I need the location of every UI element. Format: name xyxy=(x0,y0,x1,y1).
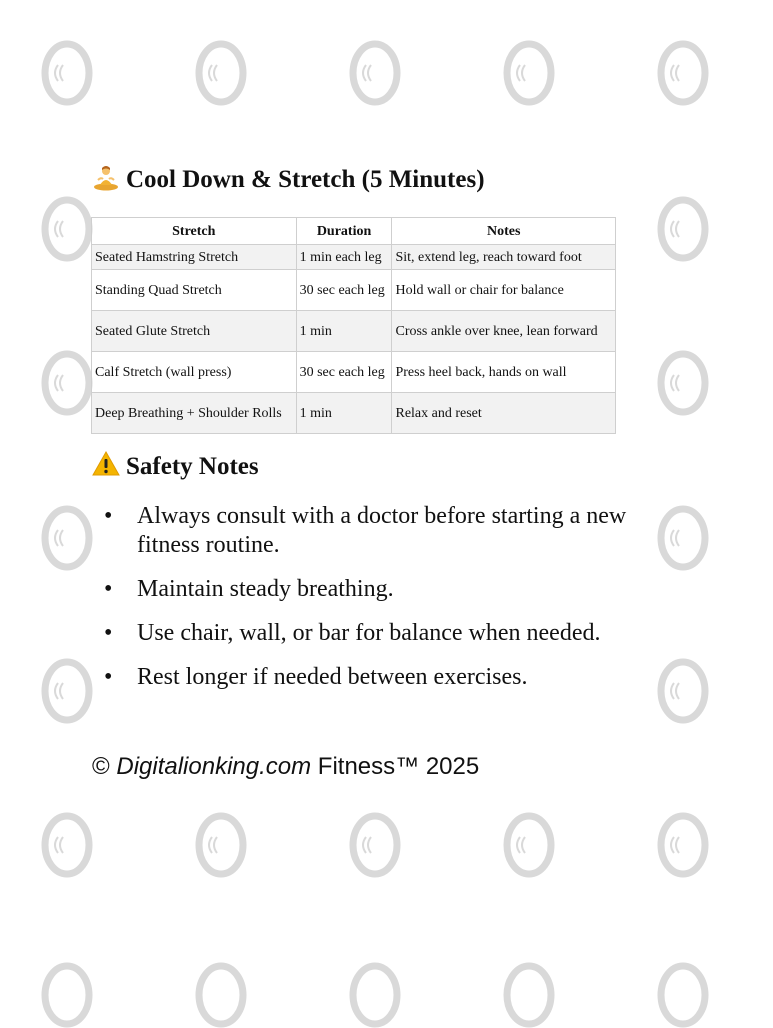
safety-notes-list xyxy=(104,502,674,707)
footer-brand-year: Fitness™ 2025 xyxy=(317,753,480,780)
safety-heading xyxy=(92,450,259,481)
table-cell: 1 min each leg xyxy=(296,245,392,270)
list-item-text: Rest longer if needed between exercises. xyxy=(137,664,528,690)
cooldown-heading xyxy=(92,163,485,194)
table-cell: 1 min xyxy=(296,311,392,352)
copyright-footer xyxy=(92,753,479,781)
bullet-icon: • xyxy=(104,664,113,690)
table-cell: Deep Breathing + Shoulder Rolls xyxy=(92,393,297,434)
column-header: Duration xyxy=(296,218,392,245)
table-cell: Cross ankle over knee, lean forward xyxy=(392,311,616,352)
table-row xyxy=(92,393,616,434)
table-cell: Standing Quad Stretch xyxy=(92,270,297,311)
cooldown-heading-text: Cool Down & Stretch (5 Minutes) xyxy=(126,166,485,193)
table-cell: 30 sec each leg xyxy=(296,270,392,311)
list-item xyxy=(104,619,674,648)
warning-icon xyxy=(92,450,120,478)
bullet-icon: • xyxy=(104,576,113,602)
column-header: Stretch xyxy=(92,218,297,245)
list-item-text: Maintain steady breathing. xyxy=(137,576,394,602)
table-cell: Seated Glute Stretch xyxy=(92,311,297,352)
table-cell: 30 sec each leg xyxy=(296,352,392,393)
site-name: Digitalionking.com xyxy=(116,753,312,780)
safety-heading-text: Safety Notes xyxy=(126,453,259,480)
table-row xyxy=(92,311,616,352)
bullet-icon: • xyxy=(104,503,113,529)
table-cell: 1 min xyxy=(296,393,392,434)
copyright-symbol: © xyxy=(92,753,110,780)
table-header-row xyxy=(92,218,616,245)
table-cell: Hold wall or chair for balance xyxy=(392,270,616,311)
stretch-table xyxy=(91,217,616,434)
list-item-text: Always consult with a doctor before starting a new fitness routine. xyxy=(137,503,627,558)
table-row xyxy=(92,352,616,393)
meditation-icon xyxy=(92,163,120,191)
table-cell: Press heel back, hands on wall xyxy=(392,352,616,393)
table-cell: Relax and reset xyxy=(392,393,616,434)
list-item xyxy=(104,663,674,692)
table-cell: Seated Hamstring Stretch xyxy=(92,245,297,270)
table-cell: Sit, extend leg, reach toward foot xyxy=(392,245,616,270)
list-item xyxy=(104,502,674,560)
list-item xyxy=(104,575,674,604)
list-item-text: Use chair, wall, or bar for balance when needed. xyxy=(137,620,601,646)
table-row xyxy=(92,270,616,311)
bullet-icon: • xyxy=(104,620,113,646)
table-cell: Calf Stretch (wall press) xyxy=(92,352,297,393)
column-header: Notes xyxy=(392,218,616,245)
table-row xyxy=(92,245,616,270)
